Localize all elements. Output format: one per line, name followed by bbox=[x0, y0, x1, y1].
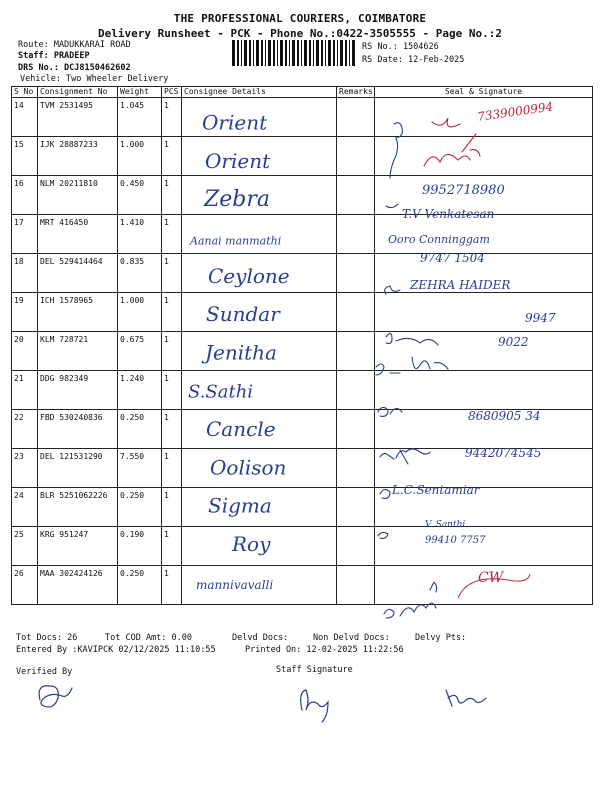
sno-cell: 23 bbox=[12, 449, 38, 488]
signature-name-6: ZEHRA HAIDER bbox=[410, 278, 511, 292]
signature-num-5: 9747 1504 bbox=[420, 251, 485, 265]
col-remarks: Remarks bbox=[337, 87, 375, 98]
staff-signature bbox=[301, 690, 328, 722]
remarks-cell bbox=[337, 527, 375, 566]
consignment-cell: KRG 951247 bbox=[38, 527, 118, 566]
signature-cell bbox=[375, 449, 593, 488]
remarks-cell bbox=[337, 332, 375, 371]
remarks-cell bbox=[337, 410, 375, 449]
barcode-image bbox=[232, 40, 356, 66]
consignee-handwriting: Jenitha bbox=[205, 340, 277, 365]
table-row bbox=[12, 332, 593, 371]
pcs-cell: 1 bbox=[162, 371, 182, 410]
rs-date: RS Date: 12-Feb-2025 bbox=[362, 55, 465, 65]
sno-cell: 19 bbox=[12, 293, 38, 332]
drs-number: DRS No.: DCJ8150462602 bbox=[18, 63, 131, 73]
verified-by-label: Verified By bbox=[16, 667, 73, 677]
pcs-cell: 1 bbox=[162, 410, 182, 449]
pcs-cell: 1 bbox=[162, 176, 182, 215]
signature-phone-1: 7339000994 bbox=[476, 99, 555, 124]
consignment-cell: MAA 302424126 bbox=[38, 566, 118, 605]
total-docs: Tot Docs: 26 bbox=[16, 633, 78, 643]
consignee-cell bbox=[182, 254, 337, 293]
signature-cell bbox=[375, 488, 593, 527]
sno-cell: 22 bbox=[12, 410, 38, 449]
receiver-signature bbox=[446, 690, 486, 706]
pcs-cell: 1 bbox=[162, 332, 182, 371]
pcs-cell: 1 bbox=[162, 137, 182, 176]
table-row bbox=[12, 176, 593, 215]
consignee-cell bbox=[182, 566, 337, 605]
consignee-handwriting: Sundar bbox=[206, 302, 280, 327]
consignment-cell: TVM 2531495 bbox=[38, 98, 118, 137]
weight-cell: 1.000 bbox=[118, 137, 162, 176]
footer-signatures bbox=[0, 670, 600, 730]
consignee-cell bbox=[182, 215, 337, 254]
runsheet-title: Delivery Runsheet - PCK - Phone No.:0422-3505555 - Page No.:2 bbox=[98, 27, 502, 40]
consignee-handwriting: Aanai manmathi bbox=[190, 234, 282, 248]
verifier-signature bbox=[39, 686, 72, 707]
weight-cell: 0.250 bbox=[118, 488, 162, 527]
col-consignee: Consignee Details bbox=[182, 87, 337, 98]
consignment-cell: DEL 529414464 bbox=[38, 254, 118, 293]
signature-cell bbox=[375, 137, 593, 176]
consignee-handwriting: Oolison bbox=[210, 455, 287, 480]
consignee-cell bbox=[182, 449, 337, 488]
table-row bbox=[12, 215, 593, 254]
signature-cell bbox=[375, 293, 593, 332]
delivery-points: Delvy Pts: bbox=[415, 633, 467, 643]
company-name: THE PROFESSIONAL COURIERS, COIMBATORE bbox=[173, 12, 427, 25]
sno-cell: 20 bbox=[12, 332, 38, 371]
sno-cell: 21 bbox=[12, 371, 38, 410]
vehicle: Vehicle: Two Wheeler Delivery bbox=[20, 74, 169, 84]
weight-cell: 1.045 bbox=[118, 98, 162, 137]
sno-cell: 15 bbox=[12, 137, 38, 176]
signature-cell bbox=[375, 332, 593, 371]
consignment-cell: KLM 728721 bbox=[38, 332, 118, 371]
signature-phone-2: 9952718980 bbox=[422, 183, 505, 198]
table-row bbox=[12, 566, 593, 605]
weight-cell: 0.675 bbox=[118, 332, 162, 371]
weight-cell: 0.190 bbox=[118, 527, 162, 566]
sno-cell: 14 bbox=[12, 98, 38, 137]
signature-cell bbox=[375, 254, 593, 293]
table-header-row bbox=[12, 87, 593, 98]
consignment-cell: DEL 121531290 bbox=[38, 449, 118, 488]
consignment-cell: ICH 1578965 bbox=[38, 293, 118, 332]
consignee-handwriting: S.Sathi bbox=[188, 381, 254, 403]
pcs-cell: 1 bbox=[162, 215, 182, 254]
sno-cell: 18 bbox=[12, 254, 38, 293]
printed-on: Printed On: 12-02-2025 11:22:56 bbox=[245, 645, 404, 655]
pcs-cell: 1 bbox=[162, 527, 182, 566]
remarks-cell bbox=[337, 254, 375, 293]
consignee-handwriting: Orient bbox=[205, 148, 271, 173]
weight-cell: 0.250 bbox=[118, 566, 162, 605]
sno-cell: 16 bbox=[12, 176, 38, 215]
staff: Staff: PRADEEP bbox=[18, 51, 90, 61]
table-row bbox=[12, 371, 593, 410]
consignee-cell bbox=[182, 137, 337, 176]
col-pcs: PCS bbox=[162, 87, 182, 98]
signature-cell bbox=[375, 98, 593, 137]
col-sno: S No bbox=[12, 87, 38, 98]
consignee-handwriting: Orient bbox=[202, 110, 268, 135]
remarks-cell bbox=[337, 176, 375, 215]
table-row bbox=[12, 137, 593, 176]
col-consignment: Consignment No bbox=[38, 87, 118, 98]
col-seal-signature: Seal & Signature bbox=[375, 87, 593, 98]
consignee-cell bbox=[182, 410, 337, 449]
remarks-cell bbox=[337, 98, 375, 137]
delivered-docs: Delvd Docs: bbox=[232, 633, 289, 643]
table-row bbox=[12, 488, 593, 527]
pcs-cell: 1 bbox=[162, 449, 182, 488]
remarks-cell bbox=[337, 566, 375, 605]
sno-cell: 26 bbox=[12, 566, 38, 605]
signature-cell bbox=[375, 527, 593, 566]
pcs-cell: 1 bbox=[162, 488, 182, 527]
signature-cell bbox=[375, 410, 593, 449]
sno-cell: 17 bbox=[12, 215, 38, 254]
consignee-handwriting: Roy bbox=[232, 531, 271, 556]
consignee-cell bbox=[182, 527, 337, 566]
table-row bbox=[12, 527, 593, 566]
runsheet-table bbox=[11, 86, 593, 605]
consignment-cell: DDG 982349 bbox=[38, 371, 118, 410]
weight-cell: 1.410 bbox=[118, 215, 162, 254]
consignee-cell bbox=[182, 332, 337, 371]
entered-by: Entered By :KAVIPCK 02/12/2025 11:10:55 bbox=[16, 645, 216, 655]
remarks-cell bbox=[337, 293, 375, 332]
signature-cell bbox=[375, 176, 593, 215]
consignment-cell: BLR 5251062226 bbox=[38, 488, 118, 527]
remarks-cell bbox=[337, 371, 375, 410]
consignment-cell: NLM 20211810 bbox=[38, 176, 118, 215]
weight-cell: 0.250 bbox=[118, 410, 162, 449]
signature-phone-13: 99410 7757 bbox=[425, 535, 486, 546]
total-cod-amount: Tot COD Amt: 0.00 bbox=[105, 633, 192, 643]
consignee-cell bbox=[182, 176, 337, 215]
remarks-cell bbox=[337, 449, 375, 488]
route: Route: MADUKKARAI ROAD bbox=[18, 40, 131, 50]
table-row bbox=[12, 98, 593, 137]
consignee-handwriting: mannivavalli bbox=[196, 578, 274, 593]
weight-cell: 1.000 bbox=[118, 293, 162, 332]
signature-num-8: 9022 bbox=[498, 335, 529, 349]
signature-name-4: Ooro Conninggam bbox=[388, 233, 490, 246]
sno-cell: 25 bbox=[12, 527, 38, 566]
col-weight: Weight bbox=[118, 87, 162, 98]
consignee-handwriting: Zebra bbox=[204, 187, 271, 213]
signature-phone-9: 8680905 34 bbox=[468, 409, 541, 423]
table-row bbox=[12, 449, 593, 488]
consignee-handwriting: Sigma bbox=[208, 493, 272, 518]
remarks-cell bbox=[337, 137, 375, 176]
signature-num-7: 9947 bbox=[525, 311, 556, 325]
consignee-handwriting: Ceylone bbox=[208, 263, 290, 288]
consignment-cell: IJK 28887233 bbox=[38, 137, 118, 176]
staff-signature-label: Staff Signature bbox=[276, 665, 353, 675]
remarks-cell bbox=[337, 215, 375, 254]
signature-name-3: T.V Venkatesan bbox=[402, 207, 495, 221]
consignee-cell bbox=[182, 98, 337, 137]
pcs-cell: 1 bbox=[162, 566, 182, 605]
rs-number: RS No.: 1504626 bbox=[362, 42, 439, 52]
consignee-cell bbox=[182, 293, 337, 332]
consignee-cell bbox=[182, 371, 337, 410]
consignment-cell: FBD 530240836 bbox=[38, 410, 118, 449]
weight-cell: 7.550 bbox=[118, 449, 162, 488]
signature-cell bbox=[375, 566, 593, 605]
table-row bbox=[12, 293, 593, 332]
weight-cell: 1.240 bbox=[118, 371, 162, 410]
signature-cw-14: CW bbox=[478, 570, 504, 586]
consignment-cell: MRT 416450 bbox=[38, 215, 118, 254]
pcs-cell: 1 bbox=[162, 254, 182, 293]
pcs-cell: 1 bbox=[162, 293, 182, 332]
remarks-cell bbox=[337, 488, 375, 527]
signature-cell bbox=[375, 371, 593, 410]
weight-cell: 0.450 bbox=[118, 176, 162, 215]
weight-cell: 0.835 bbox=[118, 254, 162, 293]
consignee-cell bbox=[182, 488, 337, 527]
signature-phone-10: 9442074545 bbox=[465, 446, 542, 460]
consignee-handwriting: Cancle bbox=[206, 416, 276, 441]
signature-cell bbox=[375, 215, 593, 254]
non-delivered-docs: Non Delvd Docs: bbox=[313, 633, 390, 643]
table-row bbox=[12, 410, 593, 449]
sno-cell: 24 bbox=[12, 488, 38, 527]
signature-name-12: V. Santhi bbox=[425, 520, 466, 530]
table-row bbox=[12, 254, 593, 293]
signature-name-11: L.C.Sentamiar bbox=[392, 483, 480, 497]
pcs-cell: 1 bbox=[162, 98, 182, 137]
